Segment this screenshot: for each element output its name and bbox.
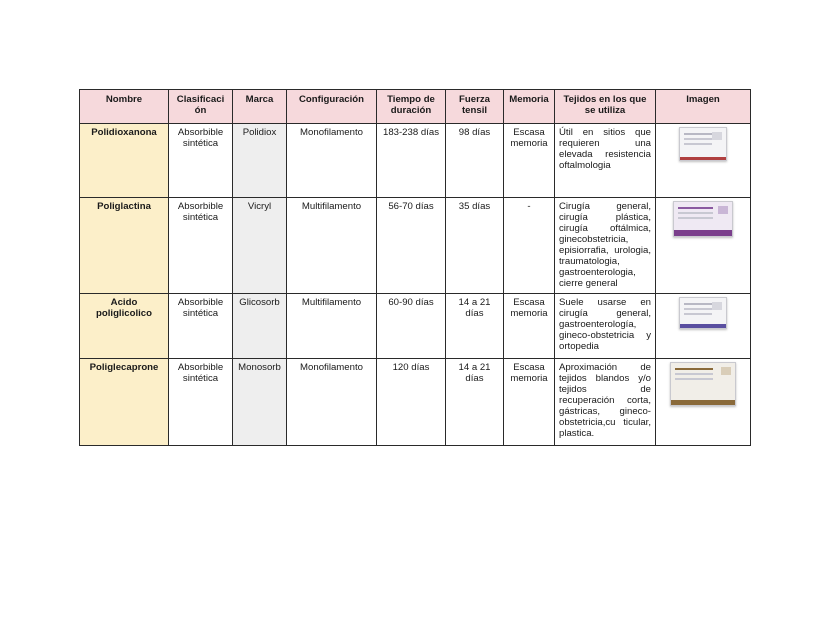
header-imagen: Imagen <box>656 90 751 124</box>
header-tiempo: Tiempo de duración <box>377 90 446 124</box>
cell-tejidos: Cirugía general, cirugía plástica, cirugía oftálmica, ginecobstetricia, episiorrafia, urologia, traumatologia, gastroenterologia, cierre general <box>555 198 656 294</box>
header-memoria: Memoria <box>504 90 555 124</box>
cell-nombre: Acido poliglicolico <box>80 294 169 359</box>
cell-tiempo: 60-90 días <box>377 294 446 359</box>
cell-marca: Vicryl <box>233 198 287 294</box>
cell-fuerza: 98 días <box>446 124 504 198</box>
cell-imagen <box>656 294 751 359</box>
cell-fuerza: 35 días <box>446 198 504 294</box>
package-stripe <box>680 157 726 160</box>
cell-imagen <box>656 124 751 198</box>
cell-fuerza: 14 a 21 días <box>446 294 504 359</box>
cell-fuerza: 14 a 21 días <box>446 359 504 446</box>
cell-nombre: Poliglecaprone <box>80 359 169 446</box>
cell-tiempo: 120 días <box>377 359 446 446</box>
table-row <box>80 198 751 294</box>
table-header-row <box>80 90 751 124</box>
cell-marca: Glicosorb <box>233 294 287 359</box>
table-row <box>80 359 751 446</box>
header-tejidos: Tejidos en los que se utiliza <box>555 90 656 124</box>
package-stripe <box>671 400 735 405</box>
cell-configuracion: Multifilamento <box>287 294 377 359</box>
package-stripe <box>680 324 726 328</box>
suture-package-icon <box>670 362 736 406</box>
cell-memoria: Escasa memoria <box>504 294 555 359</box>
cell-tejidos: Suele usarse en cirugía general, gastroenterología, gineco-obstetricia y ortopedia <box>555 294 656 359</box>
cell-memoria: Escasa memoria <box>504 359 555 446</box>
cell-tiempo: 183-238 días <box>377 124 446 198</box>
cell-memoria: Escasa memoria <box>504 124 555 198</box>
cell-configuracion: Multifilamento <box>287 198 377 294</box>
cell-imagen <box>656 198 751 294</box>
header-nombre: Nombre <box>80 90 169 124</box>
header-clasificacion: Clasificaci ón <box>169 90 233 124</box>
cell-clasificacion: Absorbible sintética <box>169 294 233 359</box>
table-row <box>80 294 751 359</box>
header-configuracion: Configuración <box>287 90 377 124</box>
table-row <box>80 124 751 198</box>
cell-clasificacion: Absorbible sintética <box>169 124 233 198</box>
cell-configuracion: Monofilamento <box>287 124 377 198</box>
cell-tiempo: 56-70 días <box>377 198 446 294</box>
cell-configuracion: Monofilamento <box>287 359 377 446</box>
cell-nombre: Poliglactina <box>80 198 169 294</box>
suture-package-icon <box>673 201 733 237</box>
cell-clasificacion: Absorbible sintética <box>169 359 233 446</box>
package-stripe <box>674 230 732 236</box>
header-marca: Marca <box>233 90 287 124</box>
cell-marca: Polidiox <box>233 124 287 198</box>
header-fuerza: Fuerza tensil <box>446 90 504 124</box>
cell-imagen <box>656 359 751 446</box>
cell-tejidos: Útil en sitios que requieren una elevada resistencia oftalmologia <box>555 124 656 198</box>
cell-marca: Monosorb <box>233 359 287 446</box>
cell-tejidos: Aproximación de tejidos blandos y/o tejidos de recuperación corta, gástricas, gineco-obstetricia,cu ticular, plastica. <box>555 359 656 446</box>
cell-clasificacion: Absorbible sintética <box>169 198 233 294</box>
cell-memoria: - <box>504 198 555 294</box>
suture-comparison-table <box>79 89 751 446</box>
suture-package-icon <box>679 297 727 329</box>
cell-nombre: Polidioxanona <box>80 124 169 198</box>
suture-package-icon <box>679 127 727 161</box>
